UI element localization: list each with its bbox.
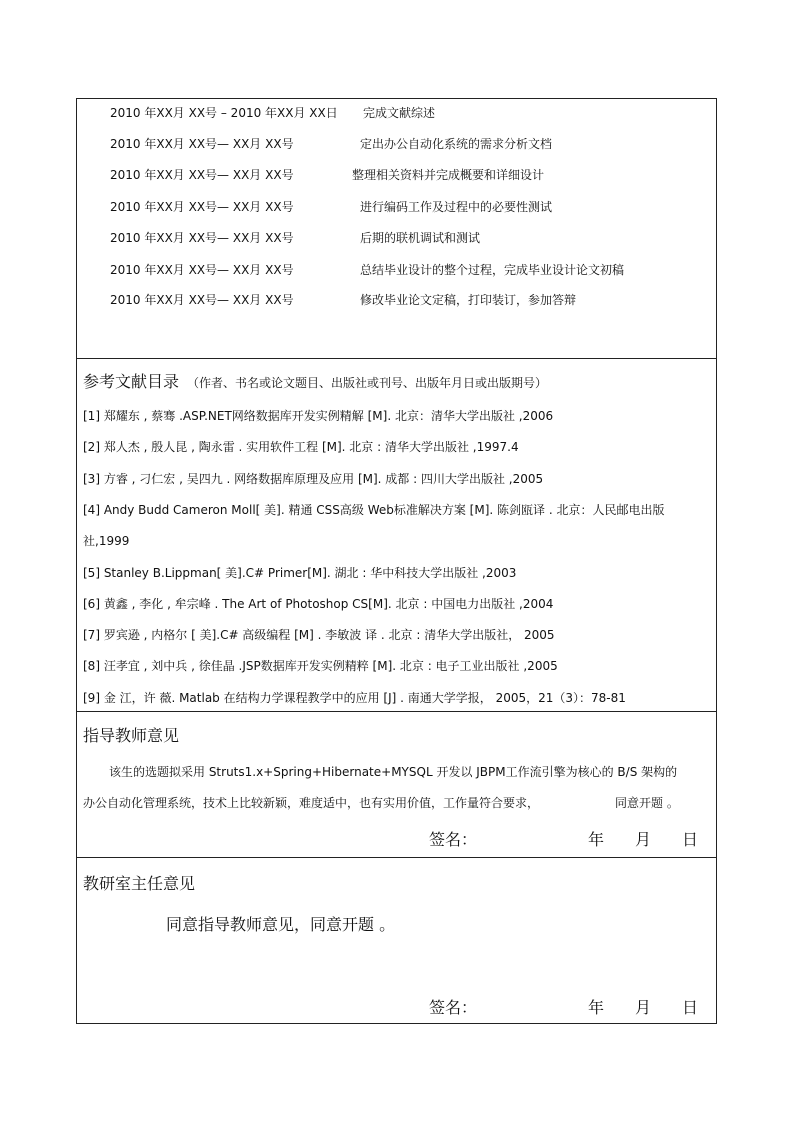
director-day-label: 日 xyxy=(682,998,699,1017)
schedule-task: 定出办公自动化系统的需求分析文档 xyxy=(360,137,553,151)
schedule-task: 完成文献综述 xyxy=(363,106,436,120)
schedule-task: 进行编码工作及过程中的必要性测试 xyxy=(360,200,553,214)
reference-item: [1] 郑耀东 , 蔡骞 .ASP.NET网络数据库开发实例精解 [M]. 北京：清华大学出版社 ,2006 xyxy=(83,409,554,423)
schedule-task: 整理相关资料并完成概要和详细设计 xyxy=(352,168,545,182)
reference-item: [7] 罗宾逊 , 内格尔 [ 美].C# 高级编程 [M] . 李敏波 译 . 北京 : 清华大学出版社， 2005 xyxy=(83,628,555,642)
schedule-row xyxy=(110,291,710,311)
reference-item: [2] 郑人杰 , 殷人昆 , 陶永雷 . 实用软件工程 [M]. 北京 : 清华大学出版社 ,1997.4 xyxy=(83,440,519,454)
schedule-row xyxy=(110,229,710,249)
reference-item: [6] 黄鑫 , 李化 , 牟宗峰 . The Art of Photoshop CS[M]. 北京 : 中国电力出版社 ,2004 xyxy=(83,597,554,611)
director-title: 教研室主任意见 xyxy=(83,874,196,893)
schedule-task: 总结毕业设计的整个过程，完成毕业设计论文初稿 xyxy=(360,263,625,277)
reference-item: [3] 方睿 , 刁仁宏 , 吴四九 . 网络数据库原理及应用 [M]. 成都 : 四川大学出版社 ,2005 xyxy=(83,472,544,486)
references-note: （作者、书名或论文题目、出版社或刊号、出版年月日或出版期号） xyxy=(187,376,548,390)
advisor-year-label: 年 xyxy=(588,830,605,849)
schedule-date: 2010 年XX月 XX号— XX月 XX号 xyxy=(110,263,294,277)
references-heading xyxy=(83,369,547,392)
schedule-date: 2010 年XX月 XX号— XX月 XX号 xyxy=(110,293,294,307)
advisor-conclusion: 同意开题 。 xyxy=(615,796,679,810)
schedule-task: 后期的联机调试和测试 xyxy=(360,231,481,245)
schedule-date: 2010 年XX月 XX号— XX月 XX号 xyxy=(110,231,294,245)
advisor-opinion-line2: 办公自动化管理系统，技术上比较新颖，难度适中，也有实用价值，工作量符合要求， xyxy=(83,796,540,810)
schedule-date: 2010 年XX月 XX号— XX月 XX号 xyxy=(110,137,294,151)
reference-item: [9] 金 江，许 薇. Matlab 在结构力学课程教学中的应用 [J] . 南通大学学报， 2005，21（3）：78-81 xyxy=(83,691,626,705)
divider-director xyxy=(76,857,717,858)
schedule-row xyxy=(110,104,710,124)
director-signature-label: 签名： xyxy=(429,998,478,1017)
schedule-date: 2010 年XX月 XX号 – 2010 年XX月 XX日 xyxy=(110,106,338,120)
advisor-title: 指导教师意见 xyxy=(83,726,180,745)
advisor-day-label: 日 xyxy=(682,830,699,849)
director-year-label: 年 xyxy=(588,998,605,1017)
reference-item: [5] Stanley B.Lippman[ 美].C# Primer[M]. 湖北 : 华中科技大学出版社 ,2003 xyxy=(83,566,517,580)
divider-references xyxy=(76,358,717,359)
schedule-row xyxy=(110,166,710,186)
references-title: 参考文献目录 xyxy=(83,372,180,391)
divider-advisor xyxy=(76,711,717,712)
schedule-row xyxy=(110,135,710,155)
schedule-date: 2010 年XX月 XX号— XX月 XX号 xyxy=(110,168,294,182)
advisor-month-label: 月 xyxy=(635,830,652,849)
reference-item: [8] 汪孝宜 , 刘中兵 , 徐佳晶 .JSP数据库开发实例精粹 [M]. 北京 : 电子工业出版社 ,2005 xyxy=(83,659,558,673)
schedule-row xyxy=(110,261,710,281)
advisor-opinion-line1: 该生的选题拟采用 Struts1.x+Spring+Hibernate+MYSQL 开发以 JBPM工作流引擎为核心的 B/S 架构的 xyxy=(109,765,678,779)
schedule-task: 修改毕业论文定稿，打印装订，参加答辩 xyxy=(360,293,577,307)
reference-item: 社,1999 xyxy=(83,534,130,548)
schedule-date: 2010 年XX月 XX号— XX月 XX号 xyxy=(110,200,294,214)
director-opinion: 同意指导教师意见，同意开题 。 xyxy=(166,915,396,934)
reference-item: [4] Andy Budd Cameron Moll[ 美]. 精通 CSS高级 Web标准解决方案 [M]. 陈剑瓯译 . 北京：人民邮电出版 xyxy=(83,503,665,517)
schedule-row xyxy=(110,198,710,218)
director-month-label: 月 xyxy=(635,998,652,1017)
advisor-signature-label: 签名： xyxy=(429,830,478,849)
